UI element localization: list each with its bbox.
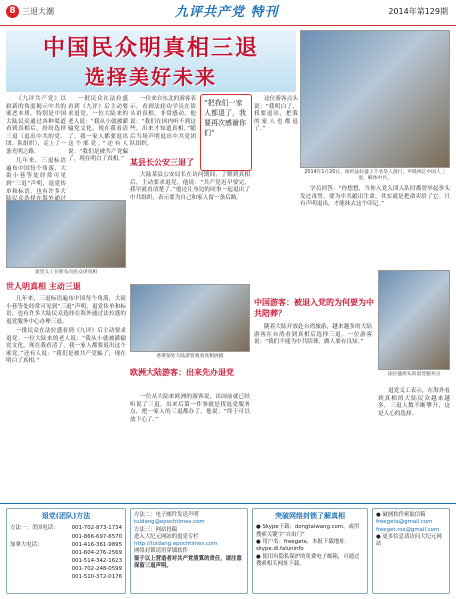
europe-paragraph: 一位从大陆来欧洲的游客说，出国前就已经听说了三退，出来后第一件事就是找退党服务点，把一家人的三退都办了，他说：“终于可以放下心了。” [130,394,250,423]
mid-column [130,96,196,156]
page-header [0,0,456,26]
footer-contacts-box [6,508,126,594]
photo-caption-mid: 香港某处大陆游客观看真相展板 [156,354,224,359]
email-line: ● 破网软件索取信箱 [376,512,426,518]
right-lower-column [378,388,450,498]
world-paragraph-2: 一批民众在法拉盛看到《九评》后主动要求退党。一位大陆来的老人说：“我从小就被灌输党文化，现在我看清了，我一家人都要退出这个邪党。”还有人说：“我们是被共产党骗了，现在明白了真相。” [6,328,126,365]
mid-paragraph: 一位来自东北的游客表示，看到法轮功学员在街头讲真相，非常感动。他说：“我们在国内听不到这些，出来才知道真相。”随后当场声明退出中共党团队组织。 [130,96,196,148]
county-headline: 某县长公安三退了 [130,158,194,167]
world-column [6,296,126,496]
method-line: 网络封锁请用穿墙软件 [134,548,188,555]
europe-column [130,394,250,498]
network-line: ● 使用有隐私保护的免费电子邮箱，可通过搜索相关网址下载。 [256,553,360,567]
headline-line2: 选择美好未来 [85,65,217,89]
photo-mid [130,284,250,352]
county-column [130,172,250,282]
taiwan-column [254,324,372,498]
paper-title: 九评共产党 特刊 [175,5,279,20]
contact-row: 001-604-276-2569 [71,549,122,556]
email-link[interactable]: tuidang@epochtimes.com [134,519,205,526]
europe-headline: 欧洲大陆游客：出来先办退党 [130,368,234,377]
quote-box: “把我们一家人都退了，我要再次感谢你们” [200,94,252,171]
photo-top-right [300,30,450,168]
section-title: 三退大潮 [22,7,54,16]
contact-row: 方法一：美国电话： 001-702-873-1734 [10,525,122,532]
footer-right-title: 突破网络封锁了解真相 [275,512,345,520]
contact-row: 001-866-697-6570 [71,533,122,540]
footer-methods-box [130,508,248,594]
intro-paragraph: 《九评共产党》以崭新的角度揭示中共的邪恶本质，特别是中国大陆民众通过各种渠道看到真相后，纷纷选择三退（退出中共的党、团、队组织），走上了一条光明之路。 [6,96,66,155]
world-headline: 世人明真相 主动三退 [6,282,81,291]
center-right-paragraph: 这位游客点头说：“我明白了，我要退出，把我的家人也都退了。” [254,96,298,133]
right-lower-paragraph: 退党义工表示，在海外看到真相的大陆民众越来越多，三退人数不断攀升，这是人心的选择。 [378,388,450,417]
page-number: 8 [6,5,19,18]
footer-email-box [372,508,450,594]
photo-right [378,270,450,370]
contact-row: 001-702-248-0599 [71,565,122,572]
photo-caption-top: 2014年1月20日，纽约法拉盛上千名华人游行，声援两亿中国人三退，解体中共。 [304,170,446,182]
center-right-column [254,96,298,246]
right-column [300,186,450,266]
photo-caption-right: 法拉盛街头的退党服务点 [387,372,441,377]
contact-row: 001-510-372-0176 [71,574,122,581]
intro-paragraph-2: 几年来，三退标语遍布中国每个角落，大街小巷等处经常可见到“三退”声明，退党传单和标语，也有许多大 [6,158,66,195]
network-line: ● Skype下载：dongtaiwang.com，或用搜索关键字“自由门” [256,524,360,538]
email-link[interactable]: freeget.rox@gmail.com [376,526,440,533]
headline-line1: 中国民众明真相三退 [42,36,259,61]
footer [0,503,456,599]
contact-row: 加拿大电话： 001-416-361-9895 [10,541,122,548]
footer-network-box [252,508,368,594]
photo-left [6,200,126,268]
footer-left-title: 退党(团队)方法 [41,512,91,520]
contact-row: 001-514-342-1623 [71,557,122,564]
email-link[interactable]: freegeta@gmail.com [376,519,433,526]
method-line: 进入大纪元网站的退党专栏 [134,533,199,540]
method-line: 鉴于以上营造者对共产党清算的责任，请注意保留三退声明。 [134,555,242,570]
method-line: 方法三：网站投稿 [134,526,178,533]
network-line: ● 用户名：freegate，本报下载地址：skype.dl.faluninfo [256,539,350,553]
intro-col2-paragraph: 一批民众在法拉盛看到《九评》后主动要求退党。一位大陆来的老人说：“我从小就被灌输党文化，现在我看清了，我一家人都要退出这个邪党。”还有人说：“我们是被共产党骗了，现在明白了真相。” [68,96,128,163]
right-paragraph: 学员回答：“你想想，当你入党入团入队时都曾举起拳头发过毒誓，要为中共献出生命，其实就是把命卖给了它。只有声明退出，才能抹去这个印记。” [300,186,450,208]
website-link[interactable]: http://tuidang.epochtimes.com [134,541,218,548]
issue-number: 2014年第129期 [388,7,448,16]
taiwan-paragraph: 随着大陆开放赴台湾旅游，越来越多的大陆游客在台湾看到真相后选择三退。一位游客说：“我们不能为中共陪葬，做人要有良知。” [254,324,372,346]
world-paragraph: 几年来，三退标语遍布中国每个角落，大街小巷等处经常可见到“三退”声明，退党传单和标语，也有许多大陆民众选择在海外通过法拉盛的退党服务中心办理三退。 [6,296,126,325]
county-paragraph: 大陆某县公安局长在访问期间，了解到真相后，主动要求退党。他说：“共产党迟早要完，我早就看清楚了。”他还让身边的同事一起退出了中共组织，表示要为自己和家人留一条后路。 [130,172,250,201]
taiwan-headline: 中国游客：被退入党的为何要为中共陪葬？ [254,298,374,318]
method-line: 方法二：电子邮件发送声明 [134,512,199,518]
email-line: ● 更多信息请访问大纪元网站 [376,533,442,548]
headline-banner [6,30,296,92]
photo-caption-left: 退党义工在街头向民众讲真相 [34,270,98,275]
